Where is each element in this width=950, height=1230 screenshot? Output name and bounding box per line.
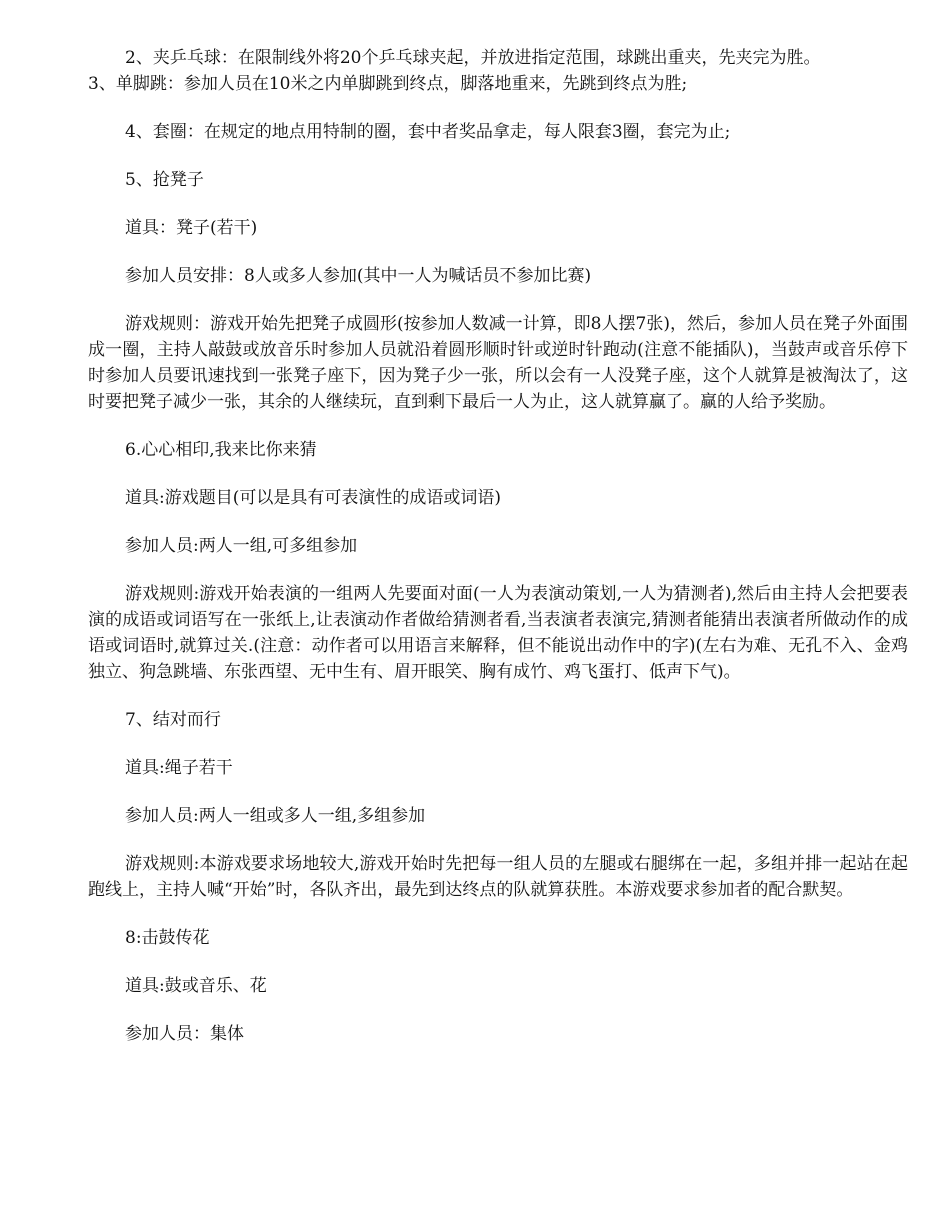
paragraph-rules-charades: 游戏规则:游戏开始表演的一组两人先要面对面(一人为表演动策划,一人为猜测者),然后由主持人会把要表演的成语或词语写在一张纸上,让表演动作者做给猜测者看,当表演者表演完,猜测者能猜出表演者所做动作的成语或词语时,就算过关.(注意：动作者可以用语言来解释，但不能说出动作中的字)(左右为难、无孔不入、金鸡独立、狗急跳墙、东张西望、无中生有、眉开眼笑、胸有成竹、鸡飞蛋打、低声下气)。	[88, 584, 908, 682]
paragraph-props-drum: 道具:鼓或音乐、花	[125, 976, 267, 996]
section-heading-pass-flower: 8:击鼓传花	[125, 928, 210, 948]
document-body	[88, 0, 908, 1047]
paragraph-participants-charades: 参加人员:两人一组,可多组参加	[125, 536, 358, 556]
paragraph-props-chairs: 道具：凳子(若干)	[125, 218, 258, 238]
paragraph-ping-pong: 2、夹乒乓球：在限制线外将20个乒乓球夹起，并放进指定范围，球跳出重夹，先夹完为胜。	[125, 48, 821, 68]
paragraph-props-charades: 道具:游戏题目(可以是具有可表演性的成语或词语)	[125, 488, 501, 508]
section-heading-musical-chairs: 5、抢凳子	[125, 170, 204, 190]
paragraph-ring-toss: 4、套圈：在规定的地点用特制的圈，套中者奖品拿走，每人限套3圈，套完为止;	[125, 122, 731, 142]
paragraph-participants-pass-flower: 参加人员：集体	[125, 1024, 244, 1044]
paragraph-hop: 3、单脚跳：参加人员在10米之内单脚跳到终点，脚落地重来，先跳到终点为胜;	[88, 74, 688, 94]
paragraph-participants-chairs: 参加人员安排：8人或多人参加(其中一人为喊话员不参加比赛)	[125, 266, 592, 286]
paragraph-rules-chairs: 游戏规则：游戏开始先把凳子成圆形(按参加人数减一计算，即8人摆7张)，然后，参加人员在凳子外面围成一圈，主持人敲鼓或放音乐时参加人员就沿着圆形顺时针或逆时针跑动(注意不能插队)，当鼓声或音乐停下时参加人员要讯速找到一张凳子座下，因为凳子少一张，所以会有一人没凳子座，这个人就算是被淘汰了，这时要把凳子减少一张，其余的人继续玩，直到剩下最后一人为止，这人就算赢了。赢的人给予奖励。	[88, 314, 908, 412]
paragraph-props-rope: 道具:绳子若干	[125, 758, 233, 778]
paragraph-participants-three-legged: 参加人员:两人一组或多人一组,多组参加	[125, 806, 426, 826]
paragraph-rules-three-legged: 游戏规则:本游戏要求场地较大,游戏开始时先把每一组人员的左腿或右腿绑在一起，多组并排一起站在起跑线上，主持人喊“开始”时，各队齐出，最先到达终点的队就算获胜。本游戏要求参加者的配合默契。	[88, 854, 908, 900]
section-heading-charades: 6.心心相印,我来比你来猜	[125, 440, 317, 460]
section-heading-three-legged: 7、结对而行	[125, 710, 221, 730]
